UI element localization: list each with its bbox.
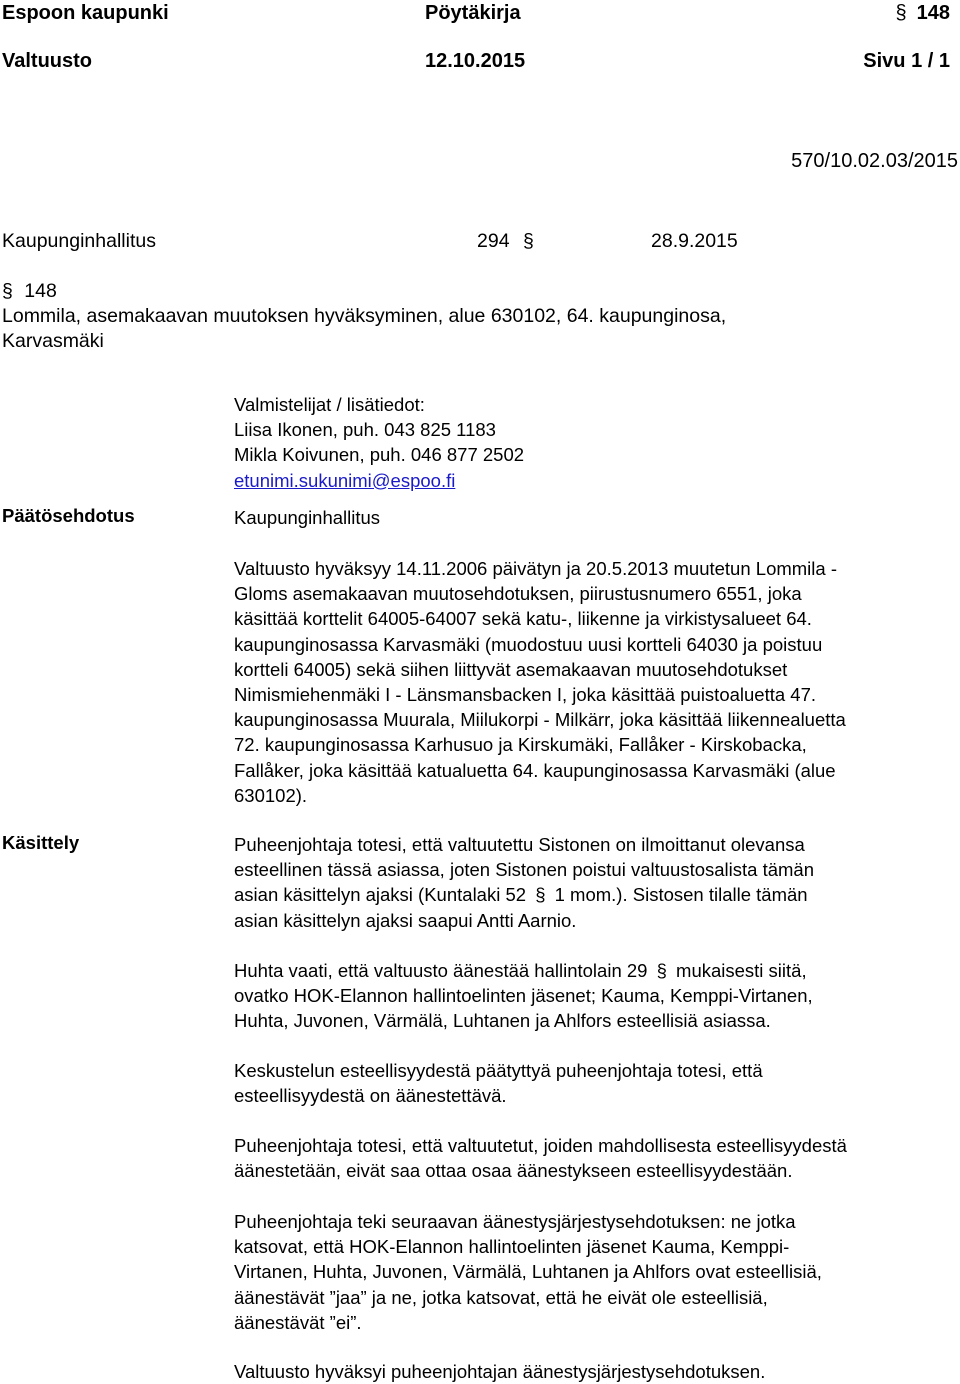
proposal-line: kortteli 64005) sekä siihen liittyvät asemakaavan muutosehdotukset (234, 658, 788, 680)
section-sign: § (522, 230, 534, 252)
proposer: Kaupunginhallitus (234, 507, 381, 528)
handling-paragraph-1 (234, 832, 958, 933)
prior-date: 28.9.2015 (651, 230, 738, 252)
proposal-line: 630102). (234, 784, 308, 806)
handling-paragraph-6 (234, 1359, 958, 1384)
email-link[interactable]: etunimi.sukunimi@espoo.fi (234, 469, 456, 491)
preparers-heading: Valmistelijat / lisätiedot: (234, 394, 425, 415)
prior-item-number: 294 (477, 230, 510, 252)
proposal-text (234, 556, 958, 808)
handling-line: esteellinen tässä asiassa, joten Sistonen poistui valtuustosalista tämän (234, 859, 815, 881)
handling-line: Virtanen, Huhta, Juvonen, Värmälä, Luhtanen ja Ahlfors ovat esteellisiä, (234, 1261, 822, 1283)
handling-label: Käsittely (2, 832, 80, 853)
handling-paragraph-3 (234, 1058, 958, 1108)
section-sign: § (535, 884, 546, 906)
handling-line (234, 882, 958, 907)
handling-line: Huhta, Juvonen, Värmälä, Luhtanen ja Ahlfors esteellisiä asiassa. (234, 1010, 771, 1032)
handling-line: Keskustelun esteellisyydestä päätyttyä puheenjohtaja totesi, että (234, 1060, 763, 1081)
document-type: Pöytäkirja (425, 2, 521, 24)
item-number: 148 (916, 2, 950, 24)
proposal-line: Valtuusto hyväksyy 14.11.2006 päivätyn ja 20.5.2013 muutetun Lommila - (234, 558, 837, 579)
handling-line (234, 958, 958, 983)
proposal-line: kaupunginosassa Muurala, Miilukorpi - Milkärr, joka käsittää liikennealuetta (234, 709, 846, 731)
handling-line: äänestetään, eivät saa ottaa osaa äänestykseen esteellisyydestään. (234, 1160, 793, 1182)
handling-line: esteellisyydestä on äänestettävä. (234, 1085, 507, 1107)
handling-line: katsovat, että HOK-Elannon hallintoelinten jäsenet Kauma, Kemppi- (234, 1236, 790, 1258)
proposal-line: Gloms asemakaavan muutosehdotuksen, piirustusnumero 6551, joka (234, 583, 802, 605)
preparers-block (234, 392, 958, 493)
handling-line: Puheenjohtaja totesi, että valtuutetut, joiden mahdollisesta esteellisyydestä (234, 1135, 847, 1156)
proposal-line: Fallåker, joka käsittää katualuetta 64. kaupunginosassa Karvasmäki (alue (234, 759, 836, 781)
item-title-line1: Lommila, asemakaavan muutoksen hyväksyminen, alue 630102, 64. kaupunginosa, (2, 305, 727, 327)
handling-paragraph-4 (234, 1133, 958, 1183)
preparer-2: Mikla Koivunen, puh. 046 877 2502 (234, 444, 525, 466)
handling-line: asian käsittelyn ajaksi saapui Antti Aarnio. (234, 909, 577, 931)
proposal-label: Päätösehdotus (2, 505, 135, 526)
section-sign: § (895, 2, 907, 24)
meeting-date: 12.10.2015 (425, 50, 526, 72)
handling-text: mukaisesti siitä, (676, 960, 807, 981)
proposal-line: kaupunginosassa Karvasmäki (muodostuu uusi kortteli 64030 ja poistuu (234, 633, 823, 655)
item-number-header (896, 2, 951, 25)
decision-body: Valtuusto (2, 50, 93, 72)
handling-paragraph-5 (234, 1209, 958, 1335)
prior-body: Kaupunginhallitus (2, 230, 156, 252)
handling-line: Puheenjohtaja teki seuraavan äänestysjärjestysehdotuksen: ne jotka (234, 1211, 796, 1232)
proposal-line: käsittää korttelit 64005-64007 sekä katu-, liikenne ja virkistysalueet 64. (234, 608, 812, 630)
item-title-line2: Karvasmäki (2, 330, 104, 352)
handling-paragraph-2 (234, 958, 958, 1034)
section-sign: § (2, 280, 13, 302)
preparer-1: Liisa Ikonen, puh. 043 825 1183 (234, 419, 496, 441)
item-number: 148 (24, 280, 57, 302)
handling-line: Valtuusto hyväksyi puheenjohtajan äänestysjärjestysehdotuksen. (234, 1361, 766, 1382)
diary-number: 570/10.02.03/2015 (791, 150, 958, 172)
handling-text: asian käsittelyn ajaksi (Kuntalaki 52 (234, 884, 527, 906)
handling-line: äänestävät ”jaa” ja ne, jotka katsovat, että he eivät ole esteellisiä, (234, 1286, 768, 1308)
handling-text: Huhta vaati, että valtuusto äänestää hallintolain 29 (234, 960, 648, 981)
handling-line: ovatko HOK-Elannon hallintoelinten jäsenet; Kauma, Kemppi-Virtanen, (234, 985, 813, 1007)
item-heading-number (2, 279, 57, 304)
proposal-line: Nimismiehenmäki I - Länsmansbacken I, joka käsittää puistoaluetta 47. (234, 684, 817, 706)
proposal-line: 72. kaupunginosassa Karhusuo ja Kirskumäki, Fallåker - Kirskobacka, (234, 734, 807, 756)
handling-line: äänestävät ”ei”. (234, 1311, 362, 1333)
handling-text: 1 mom.). Sistosen tilalle tämän (554, 884, 808, 906)
prior-item (477, 229, 534, 254)
page-number: Sivu 1 / 1 (863, 50, 950, 72)
section-sign: § (656, 960, 667, 981)
organization-name: Espoon kaupunki (2, 2, 169, 24)
handling-line: Puheenjohtaja totesi, että valtuutettu Sistonen on ilmoittanut olevansa (234, 834, 805, 855)
